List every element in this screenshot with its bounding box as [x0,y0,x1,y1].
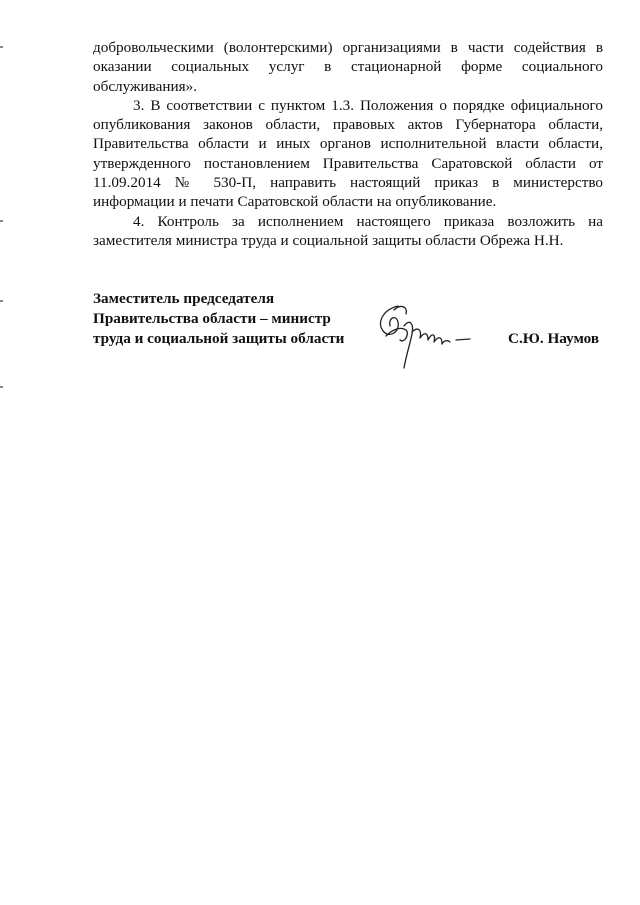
paragraph-4: 4. Контроль за исполнением настоящего приказа возложить на заместителя министра труда и социальной защиты области Обрежа Н.Н. [93,212,603,249]
signatory-name: С.Ю. Наумов [508,330,600,347]
signatory-title-line: труда и социальной защиты области [93,330,345,347]
margin-mark [0,386,3,388]
margin-mark [0,46,3,48]
body-text [93,38,603,250]
handwritten-signature [370,296,485,376]
signatory-title-line: Заместитель председателя [93,290,275,307]
margin-mark [0,300,3,302]
margin-mark [0,220,3,222]
paragraph-continuation: добровольческими (волонтерскими) организациями в части содействия в оказании социальных услуг в стационарной форме социального обслуживания». [93,39,603,95]
paragraph-3: 3. В соответствии с пунктом 1.3. Положения о порядке официального опубликования законов области, правовых актов Губернатора области, Правительства области и иных органов исполнительной власти области, утвержденного постановлением Правительства Саратовской области от 11.09.2014 № 530-П, направить настоящий приказ в министерство информации и печати Саратовской области на опубликование. [93,96,603,211]
signatory-title [93,289,344,349]
signatory-title-line: Правительства области – министр [93,310,331,327]
